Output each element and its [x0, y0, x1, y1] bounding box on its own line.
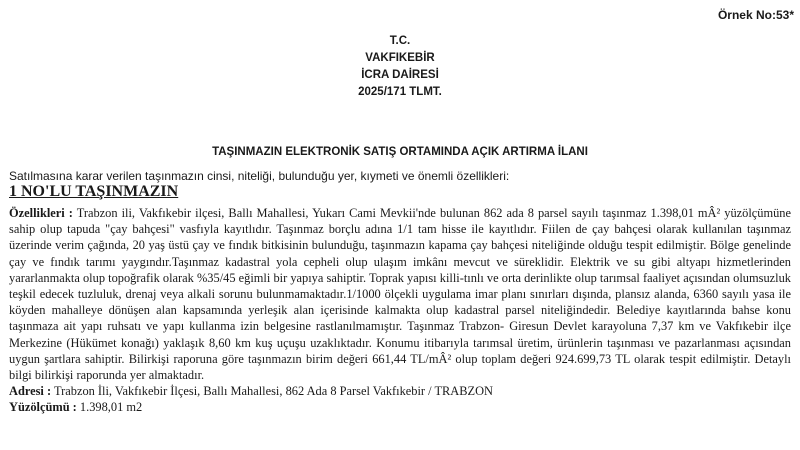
address-text: Trabzon İli, Vakfıkebir İlçesi, Ballı Mahallesi, 862 Ada 8 Parsel Vakfıkebir / TRABZON: [53, 384, 493, 399]
header-line-file-number: 2025/171 TLMT.: [358, 86, 442, 98]
section-heading: 1 NO'LU TAŞINMAZIN: [9, 183, 179, 200]
sample-number: Örnek No:53*: [717, 8, 794, 22]
header-line-district: VAKFIKEBİR: [365, 52, 435, 64]
document-header: [0, 33, 800, 101]
area-text: 1.398,01 m2: [79, 400, 143, 415]
area-paragraph: [9, 399, 791, 415]
address-paragraph: [9, 383, 791, 399]
area-label: Yüzölçümü :: [9, 400, 77, 415]
property-details: [9, 205, 791, 416]
properties-paragraph: [9, 205, 791, 383]
intro-text: Satılmasına karar verilen taşınmazın cinsi, niteliği, bulunduğu yer, kıymeti ve önemli özellikleri:: [9, 169, 510, 183]
notice-title: TAŞINMAZIN ELEKTRONİK SATIŞ ORTAMINDA AÇIK ARTIRMA İLANI: [212, 146, 588, 158]
properties-label: Özellikleri :: [9, 206, 73, 220]
header-line-office: İCRA DAİRESİ: [361, 69, 439, 81]
address-label: Adresi :: [9, 384, 52, 399]
properties-text: Trabzon ili, Vakfıkebir ilçesi, Ballı Mahallesi, Yukarı Cami Mevkii'nde bulunan 862 ada 8 parsel sayılı taşınmaz 1.398,01 mÂ² yüzölçümüne sahip olup tapuda "çay bahçesi" vasfıyla kayıtlıdır. Taşınmaz borçlu adına 1/1 tam hisse ile kayıtlıdır. Fiilen de çay bahçesi olarak kullanılan taşınmaz üzerinde verim çağında, 20 yaş üstü çay ve fındık bitkisinin bulunduğu, taşınmazın kapama çay bahçesi niteliğinde olduğu tespit edilmiştir. Bölge genelinde çay ve fındık tarımı yaygındır.Taşınmaz kadastral yola cepheli olup ulaşım imkânı mevcut ve süreklidir. Elektrik ve su gibi altyapı hizmetlerinden yararlanmakta olup topoğrafik olarak %35/45 eğimli bir yapıya sahiptir. Toprak yapısı killi-tınlı ve orta derinlikte olup tarımsal faaliyet açısından olumsuzluk teşkil edecek tuzluluk, drenaj veya alkali sorunu bulunmamaktadır.1/1000 ölçekli uygulama imar planı sınırları dışında, plansız alanda, 6360 sayılı yasa ile köyden mahalleye dönüşen alan kapsamında yerleşik alan içerisinde kalmakta olup kadastral parsel niteliğindedir. Belediye kayıtlarında bahse konu taşınmaza ait yapı ruhsatı ve yapı kullanma izin belgesine rastlanılmamıştır. Taşınmaz Trabzon- Giresun Devlet karayoluna 7,37 km ve Vakfıkebir ilçe Merkezine (Hükümet konağı) yaklaşık 8,60 km kuş uçuşu uzaklıktadır. Konumu itibarıyla tarımsal üretim, ürünlerin taşınması ve pazarlanması açısından uygun şartlara sahiptir. Bilirkişi raporuna göre taşınmazın birim değeri 661,44 TL/mÂ² olup toplam değeri 924.699,73 TL olarak tespit edilmiştir. Detaylı bilgi bilirkişi raporunda yer almaktadır.: [9, 206, 792, 383]
header-line-tc: T.C.: [389, 35, 411, 47]
